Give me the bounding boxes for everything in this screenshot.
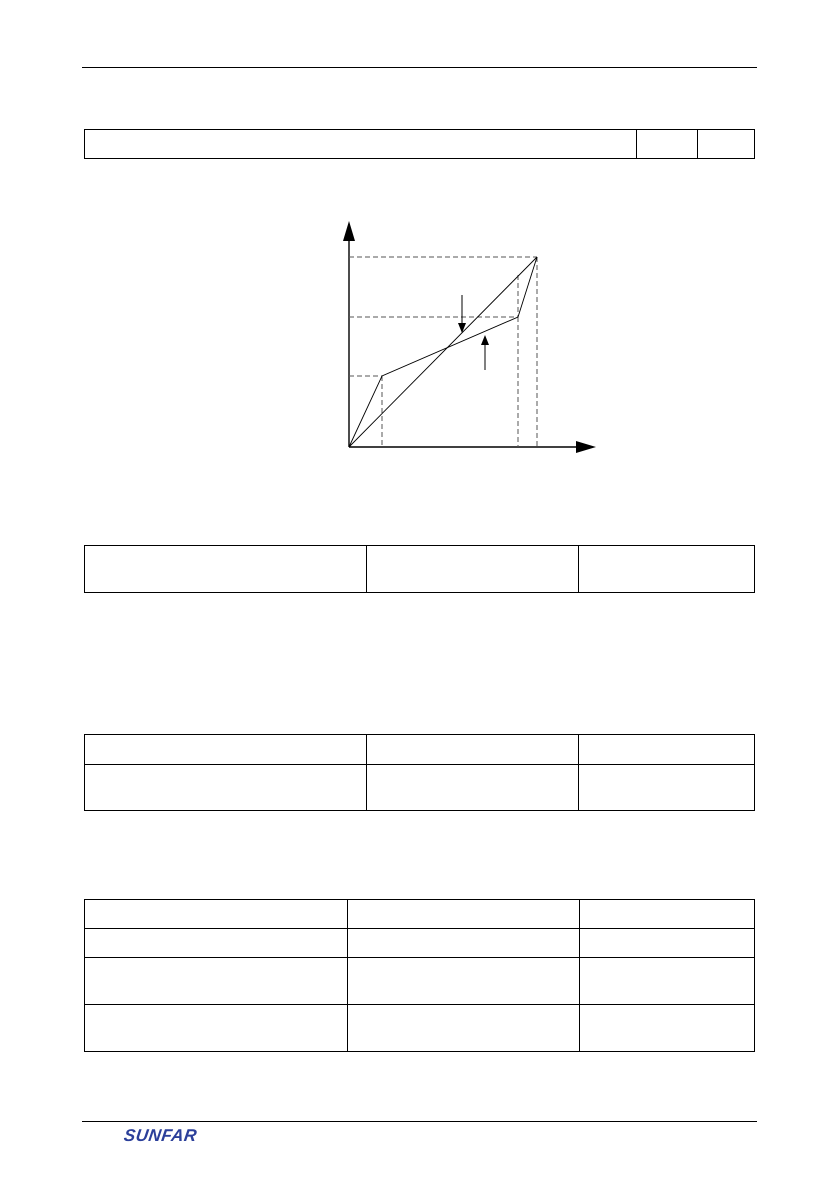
table-cell: [85, 929, 348, 958]
y-axis: [343, 221, 355, 447]
table-cell: [85, 735, 367, 765]
table-cell: [367, 765, 579, 811]
table-cell: [85, 546, 367, 593]
table-cell: [580, 929, 755, 958]
header-rule: [82, 67, 757, 68]
table-cell: [85, 958, 348, 1005]
table-cell: [579, 765, 755, 811]
table-cell: [579, 546, 755, 593]
table-cell: [367, 546, 579, 593]
table-cell: [348, 900, 580, 929]
table-row: [85, 735, 755, 765]
table-cell: [85, 900, 348, 929]
table-cell: [348, 1005, 580, 1052]
table-row: [85, 1005, 755, 1052]
title-cell: [637, 130, 698, 159]
table-cell: [580, 958, 755, 1005]
parameter-table-2: [84, 734, 755, 811]
table-cell: [348, 929, 580, 958]
table-cell: [348, 958, 580, 1005]
annotation-arrow-down: [458, 295, 466, 333]
parameter-title-bar: [84, 129, 755, 159]
table-row: [85, 900, 755, 929]
title-cell: [85, 130, 637, 159]
parameter-table-1: [84, 545, 755, 593]
table-row: [85, 765, 755, 811]
parameter-table-3: [84, 899, 755, 1052]
table-cell: [367, 735, 579, 765]
curve-diagram: [330, 215, 605, 460]
table-row: [85, 929, 755, 958]
table-row: [85, 958, 755, 1005]
annotation-arrow-up: [481, 335, 489, 370]
table-cell: [579, 735, 755, 765]
table-row: [85, 130, 755, 159]
footer-rule: [82, 1121, 757, 1122]
table-cell: [580, 900, 755, 929]
x-axis: [349, 441, 596, 453]
linear-reference-line: [349, 257, 537, 447]
table-cell: [85, 765, 367, 811]
table-cell: [85, 1005, 348, 1052]
table-row: [85, 546, 755, 593]
title-cell: [698, 130, 755, 159]
table-cell: [580, 1005, 755, 1052]
sunfar-logo: SUNFAR: [122, 1126, 199, 1145]
